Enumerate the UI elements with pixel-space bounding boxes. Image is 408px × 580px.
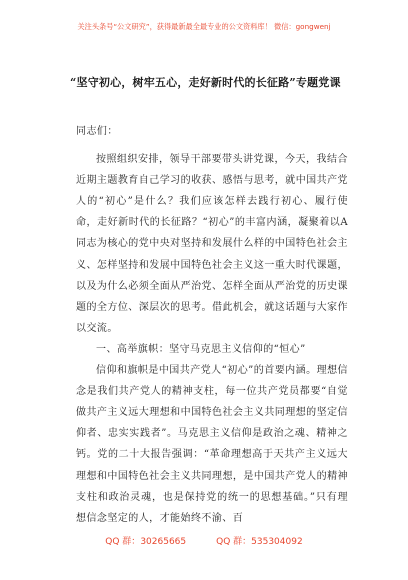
qq-group-1 bbox=[105, 534, 186, 547]
section-heading: 一、高举旗帜：坚守马克思主义信仰的“恒心” bbox=[96, 343, 306, 355]
qq-label: QQ 群： bbox=[105, 537, 141, 547]
document-title: “坚守初心，树牢五心，走好新时代的长征路”专题党课 bbox=[70, 76, 341, 89]
qq-number: 535304092 bbox=[251, 537, 303, 547]
qq-group-2 bbox=[216, 534, 303, 547]
footer bbox=[0, 534, 408, 547]
header-banner: 关注头条号“公文研究”，获得最新最全最专业的公文资料库！ 微信：gongwenj bbox=[77, 22, 331, 31]
qq-label: QQ 群： bbox=[216, 537, 252, 547]
body-paragraph: 信仰和旗帜是中国共产党人“初心”的首要内涵。理想信念是我们共产党人的精神支柱，每一位共产党员都要“自觉做共产主义远大理想和中国特色社会主义共同理想的坚定信仰者、忠实实践者”。马克思主义信仰是政治之魂、精神之钙。党的二十大报告强调：“革命理想高于天共产主义远大理想和中国特色社会主义共同理想，是中国共产党人的精神支柱和政治灵魂，也是保持党的统一的思想基础。”只有理想信念坚定的人，才能始终不渝、百 bbox=[76, 365, 348, 524]
document-body bbox=[76, 121, 348, 529]
qq-number: 30265665 bbox=[140, 537, 187, 547]
greeting: 同志们： bbox=[76, 126, 118, 137]
body-paragraph: 按照组织安排，领导干部要带头讲党课，今天，我结合近期主题教育自己学习的收获、感悟与思考，就中国共产党人的“初心”是什么？我们应该怎样去践行初心、履行使命，走好新时代的长征路？“初心”的丰富内涵，凝聚着以A同志为核心的党中央对坚持和发展什么样的中国特色社会主义、怎样坚持和发展中国特色社会主义这一重大时代课题，以及为什么必须全面从严治党、怎样全面从严治党的历史课题的全方位、深层次的思考。借此机会，就这话题与大家作以交流。 bbox=[76, 154, 348, 334]
